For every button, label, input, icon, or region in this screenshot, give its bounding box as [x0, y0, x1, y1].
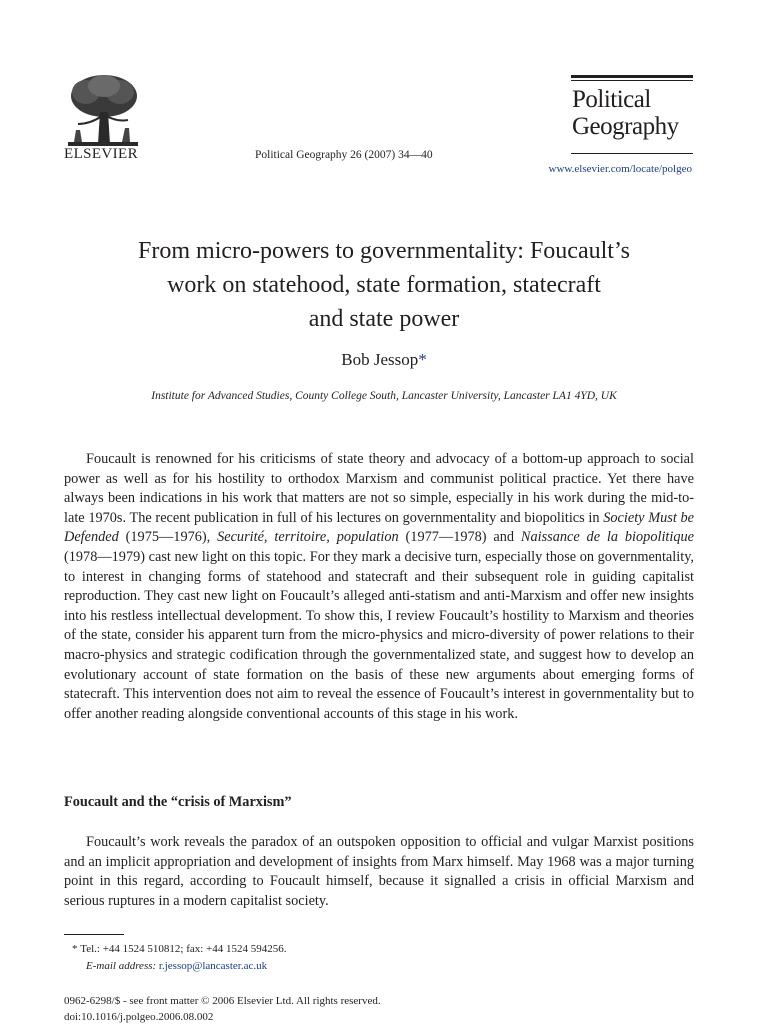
journal-url-link[interactable]: www.elsevier.com/locate/polgeo: [548, 163, 692, 175]
section-paragraph: Foucault’s work reveals the paradox of an outspoken opposition to official and vulgar Marxist positions and an implicit appropriation and development of insights from Marx himself. May 1968 was a major turning point in this regard, according to Foucault himself, because it signalled a crisis in official Marxism and serious ruptures in a modern capitalist society.: [64, 834, 694, 909]
issn-copyright: 0962-6298/$ - see front matter © 2006 Elsevier Ltd. All rights reserved.: [64, 995, 381, 1007]
journal-title-line2: Geography: [572, 113, 679, 140]
abstract-text-3: (1977—1978) and: [398, 529, 521, 546]
abstract-text-4: (1978—1979) cast new light on this topic. For they mark a decisive turn, especially those on governmentality, to interest in changing forms of statehood and statecraft and their subsequent role in guiding capitalist reproduction. They cast new light on Foucault’s alleged anti-statism and anti-Marxism and offer new insights into his restless intellectual development. To show this, I review Foucault’s hostility to Marxism and theories of the state, consider his apparent turn from the micro-physics and micro-diversity of power relations to their macro-physics and strategic codification through the governmentalized state, and suggest how to develop an evolutionary account of state formation on the basis of these new arguments about emerging forms of statecraft. This intervention does not aim to reveal the essence of Foucault’s interest in governmentality but to offer another reading alongside conventional accounts of this stage in his work.: [64, 548, 694, 722]
author-footnote-link[interactable]: *: [418, 350, 427, 369]
footnote-contact: [72, 943, 287, 955]
elsevier-tree-logo: [64, 72, 142, 152]
footnote-email: [86, 960, 267, 972]
journal-rule-top-thick: [571, 75, 693, 78]
abstract-italic-2: Securité, territoire, population: [217, 529, 399, 546]
abstract-paragraph: [64, 450, 694, 724]
abstract-text-2: (1975—1976),: [118, 529, 218, 546]
journal-title-line1: Political: [572, 86, 651, 113]
publisher-name: ELSEVIER: [64, 146, 139, 162]
journal-title: [572, 86, 679, 140]
journal-rule-bottom: [571, 153, 693, 154]
article-title-line2: work on statehood, state formation, statecraft: [167, 272, 601, 298]
doi[interactable]: doi:10.1016/j.polgeo.2006.08.002: [64, 1011, 214, 1023]
email-link[interactable]: r.jessop@lancaster.ac.uk: [158, 960, 268, 972]
author-name: Bob Jessop: [341, 350, 419, 369]
email-label: E-mail address:: [86, 960, 157, 972]
section-heading: Foucault and the “crisis of Marxism”: [64, 794, 292, 810]
author-affiliation: Institute for Advanced Studies, County College South, Lancaster University, Lancaster LA1 4YD, UK: [151, 390, 617, 402]
abstract-text-1: Foucault is renowned for his criticisms of state theory and advocacy of a bottom-up approach to social power as well as for his hostility to orthodox Marxism and communist political practice. Yet there have always been indications in his work that matters are not so simple, especially in his work during the mid-to-late 1970s. The recent publication in full of his lectures on governmentality and biopolitics in: [64, 451, 694, 526]
article-title: [70, 234, 698, 336]
abstract-italic-1: Society Must be Defended: [64, 509, 695, 546]
abstract-italic-3: Naissance de la biopolitique: [520, 529, 695, 546]
article-title-line3: and state power: [308, 306, 460, 332]
footnote-divider: [64, 934, 124, 935]
footnote-mark: *: [72, 943, 78, 955]
abstract: [64, 450, 694, 724]
footnote-contact-text: Tel.: +44 1524 510812; fax: +44 1524 594256.: [80, 943, 287, 955]
article-title-line1: From micro-powers to governmentality: Foucault’s: [138, 238, 630, 264]
author-line: [70, 350, 698, 370]
journal-citation: Political Geography 26 (2007) 34—40: [255, 149, 433, 161]
journal-rule-top-thin: [571, 80, 693, 81]
section-body: [64, 833, 694, 911]
